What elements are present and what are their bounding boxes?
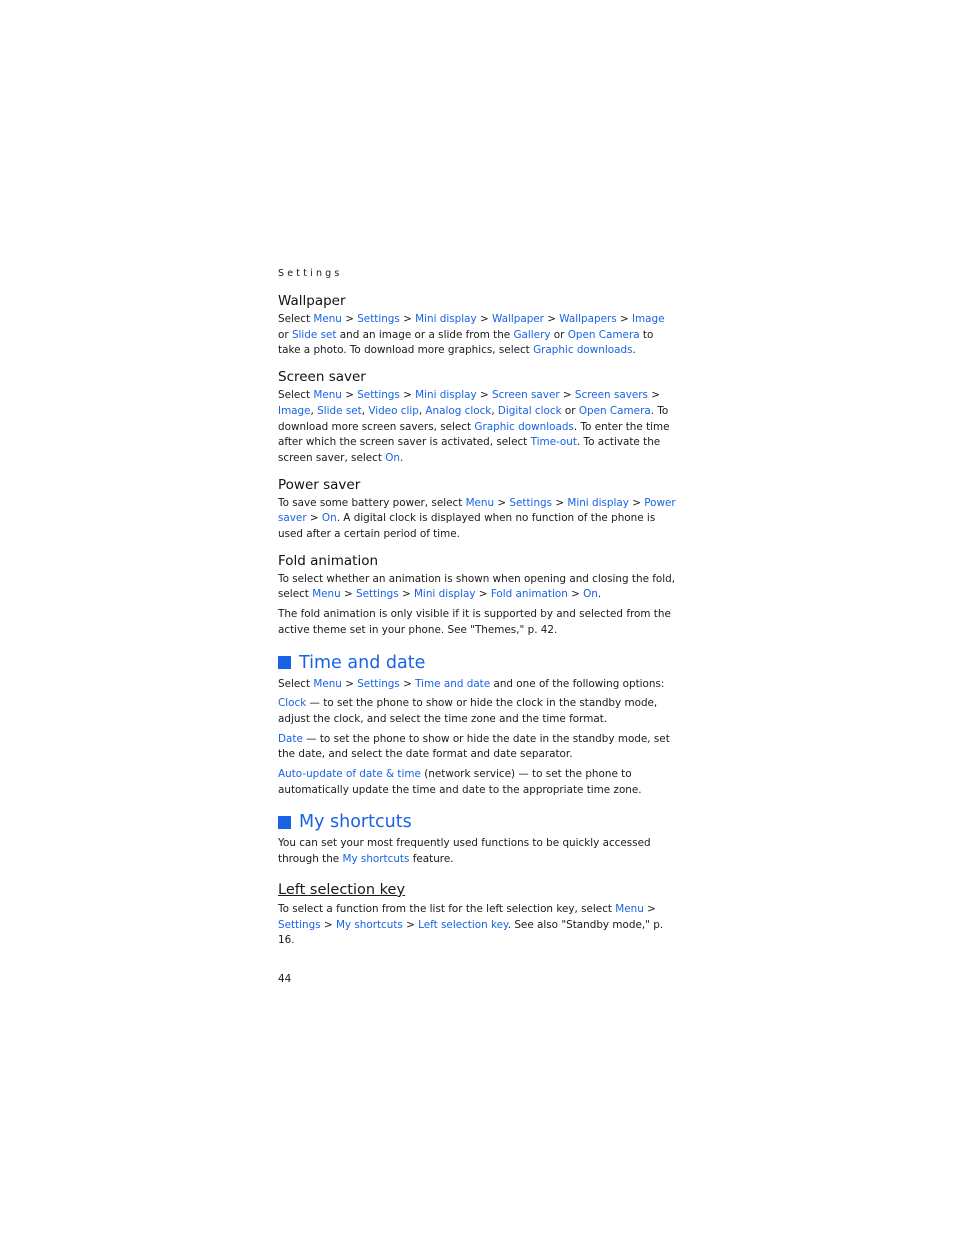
paragraph-fold-animation: To select whether an animation is shown when opening and closing the fold, select Menu > Settings > Mini display > Fold animation > On. (278, 572, 676, 601)
link-slide-set[interactable]: Slide set (317, 404, 362, 417)
heading-left-selection-key: Left selection key (278, 881, 406, 898)
link-settings[interactable]: Settings (357, 677, 400, 690)
paragraph-fold-animation-note: The fold animation is only visible if it is supported by and selected from the active theme set in your phone. See "Themes," p. 42. (278, 608, 671, 636)
paragraph-wallpaper: Select Menu > Settings > Mini display > Wallpaper > Wallpapers > Image or Slide set and an image or a slide from the Gallery or Open Camera to take a photo. To download more graphics, select Graphic downloads. (278, 313, 665, 357)
square-bullet-icon (278, 816, 291, 829)
link-mini-display[interactable]: Mini display (567, 496, 629, 509)
paragraph-left-selection-key: To select a function from the list for the left selection key, select Menu > Settings > My shortcuts > Left selection key. See also "Standby mode," p. 16. (278, 902, 664, 947)
link-settings[interactable]: Settings (509, 496, 553, 509)
link-auto-update[interactable]: Auto-update of date & time (278, 768, 421, 781)
link-date[interactable]: Date (278, 732, 303, 745)
link-my-shortcuts[interactable]: My shortcuts (342, 853, 410, 866)
link-image[interactable]: Image (278, 404, 311, 417)
link-time-out[interactable]: Time-out (530, 436, 577, 449)
option-clock: Clock — to set the phone to show or hide the clock in the standby mode, adjust the clock, and select the time zone and the time format. (278, 697, 658, 725)
paragraph-screen-saver: Select Menu > Settings > Mini display > Screen saver > Screen savers > Image, Slide set, Video clip, Analog clock, Digital clock or Open Camera. To download more screen savers, select Graphic downloads. To enter the time after which the screen saver is activated, select Time-out. To activate the screen saver, select On. (278, 389, 670, 464)
link-open-camera[interactable]: Open Camera (578, 404, 651, 417)
link-clock[interactable]: Clock (278, 697, 307, 710)
link-menu[interactable]: Menu (313, 313, 342, 325)
section-wallpaper (278, 293, 678, 359)
link-mini-display[interactable]: Mini display (415, 313, 477, 325)
link-on[interactable]: On (583, 588, 598, 601)
link-video-clip[interactable]: Video clip (368, 404, 419, 417)
section-screen-saver (278, 369, 678, 467)
link-power-saver[interactable]: Power saver (278, 496, 676, 525)
section-fold-animation (278, 553, 678, 639)
link-graphic-downloads[interactable]: Graphic downloads (533, 344, 633, 357)
link-menu[interactable]: Menu (313, 677, 342, 690)
link-my-shortcuts[interactable]: My shortcuts (335, 918, 403, 931)
link-fold-animation[interactable]: Fold animation (490, 588, 568, 601)
link-settings[interactable]: Settings (357, 313, 400, 325)
heading-power-saver: Power saver (278, 476, 361, 493)
running-header: Settings (278, 268, 343, 279)
link-menu[interactable]: Menu (312, 588, 341, 601)
link-open-camera[interactable]: Open Camera (567, 328, 640, 341)
link-screen-saver[interactable]: Screen saver (491, 389, 560, 402)
heading-time-and-date: Time and date (278, 653, 678, 673)
link-settings[interactable]: Settings (357, 389, 400, 402)
section-power-saver (278, 477, 678, 543)
link-on[interactable]: On (385, 451, 400, 464)
link-mini-display[interactable]: Mini display (415, 389, 477, 402)
link-image[interactable]: Image (631, 313, 665, 325)
paragraph-time-and-date: Select Menu > Settings > Time and date and one of the following options: (278, 677, 665, 690)
link-digital-clock[interactable]: Digital clock (497, 404, 562, 417)
link-wallpapers[interactable]: Wallpapers (559, 313, 617, 325)
option-date: Date — to set the phone to show or hide the date in the standby mode, set the date, and select the date format and date separator. (278, 732, 670, 761)
paragraph-my-shortcuts: You can set your most frequently used functions to be quickly accessed through the My shortcuts feature. (278, 837, 651, 866)
link-slide-set[interactable]: Slide set (291, 328, 337, 341)
link-left-selection-key[interactable]: Left selection key (418, 918, 508, 931)
square-bullet-icon (278, 656, 291, 669)
link-menu[interactable]: Menu (313, 389, 342, 402)
link-menu[interactable]: Menu (465, 496, 495, 509)
link-settings[interactable]: Settings (356, 588, 399, 601)
link-analog-clock[interactable]: Analog clock (425, 404, 492, 417)
link-gallery[interactable]: Gallery (513, 328, 551, 341)
link-graphic-downloads[interactable]: Graphic downloads (474, 420, 574, 433)
paragraph-power-saver: To save some battery power, select Menu > Settings > Mini display > Power saver > On. A digital clock is displayed when no function of the phone is used after a certain period of time. (278, 496, 676, 541)
heading-fold-animation: Fold animation (278, 552, 379, 569)
link-screen-savers[interactable]: Screen savers (574, 389, 648, 402)
heading-wallpaper: Wallpaper (278, 293, 346, 309)
link-wallpaper[interactable]: Wallpaper (491, 313, 544, 325)
link-mini-display[interactable]: Mini display (413, 588, 476, 601)
link-time-and-date[interactable]: Time and date (415, 677, 491, 690)
heading-my-shortcuts: My shortcuts (278, 812, 678, 832)
manual-page (278, 268, 678, 985)
link-on[interactable]: On (321, 512, 337, 525)
option-auto-update: Auto-update of date & time (network service) — to set the phone to automatically update the time and date to the appropriate time zone. (278, 768, 642, 796)
link-menu[interactable]: Menu (615, 902, 644, 915)
heading-screen-saver: Screen saver (278, 369, 366, 386)
link-settings[interactable]: Settings (278, 918, 321, 931)
page-number: 44 (278, 972, 292, 985)
